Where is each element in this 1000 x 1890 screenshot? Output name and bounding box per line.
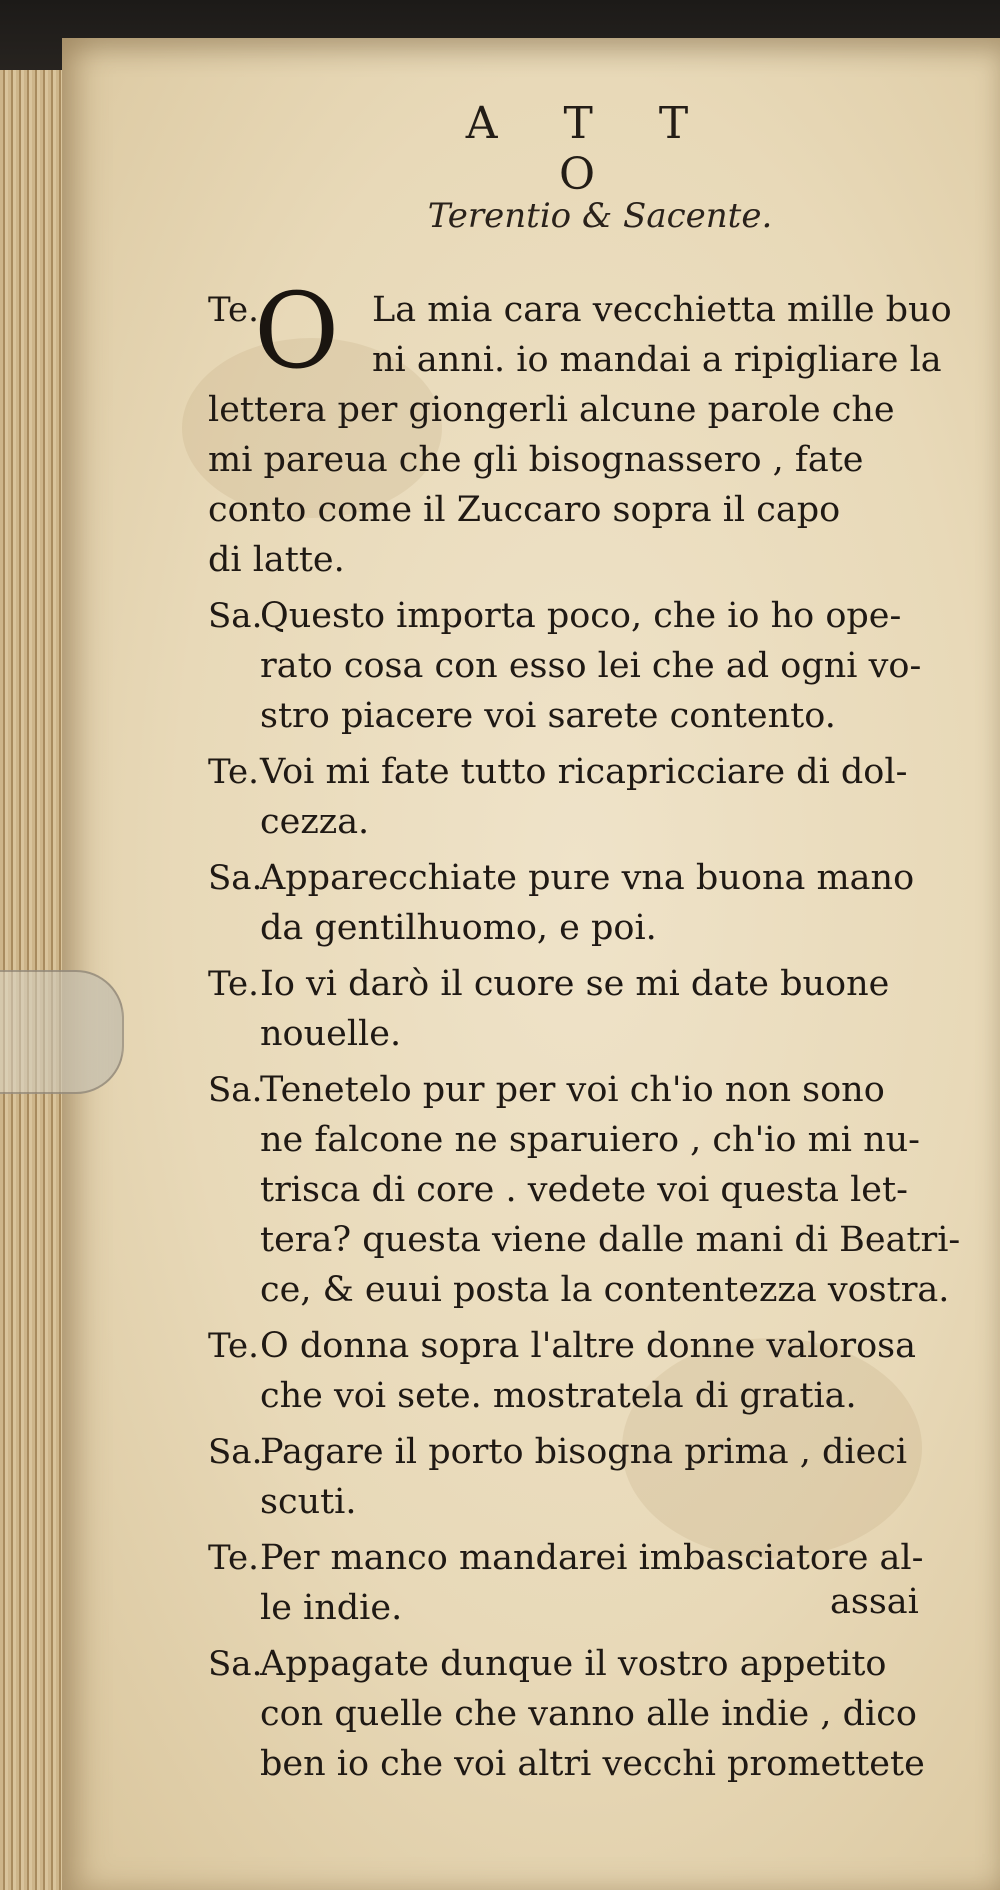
- speaker-label: Te.: [208, 1326, 259, 1366]
- text-line: Per manco mandarei imbasciatore al-: [260, 1538, 924, 1578]
- speech: [208, 959, 954, 1059]
- text-line: cezza.: [260, 802, 370, 842]
- text-line: lettera per giongerli alcune parole che: [208, 390, 895, 430]
- text-line: ne falcone ne sparuiero , ch'io mi nu-: [260, 1120, 920, 1160]
- text-line: nouelle.: [260, 1014, 402, 1054]
- speaker-label: Sa.: [208, 858, 263, 898]
- speaker-label: Sa.: [208, 1644, 263, 1684]
- speaker-label: Te.: [208, 290, 259, 330]
- text-line: con quelle che vanno alle indie , dico: [260, 1694, 917, 1734]
- text-line: stro piacere voi sarete contento.: [260, 696, 836, 736]
- text-line: mi pareua che gli bisognassero , fate: [208, 440, 864, 480]
- text-line: le indie.: [260, 1588, 403, 1628]
- speech: [208, 1427, 954, 1527]
- speaker-label: Sa.: [208, 1432, 263, 1472]
- text-line: La mia cara vecchietta mille buo: [372, 290, 952, 330]
- running-head: A T T O: [465, 98, 715, 200]
- opening-speech: [208, 270, 954, 585]
- speaker-label: Sa.: [208, 596, 263, 636]
- text-line: Questo importa poco, che io ho ope-: [260, 596, 902, 636]
- speech: [208, 853, 954, 953]
- text-line: rato cosa con esso lei che ad ogni vo-: [260, 646, 922, 686]
- text-line: Apparecchiate pure vna buona mano: [260, 858, 915, 898]
- catchword: assai: [830, 1582, 919, 1622]
- text-line: O donna sopra l'altre donne valorosa: [260, 1326, 916, 1366]
- text-line: ni anni. io mandai a ripigliare la: [372, 340, 942, 380]
- text-line: ce, & euui posta la contentezza vostra.: [260, 1270, 950, 1310]
- speaker-label: Te.: [208, 1538, 259, 1578]
- speech: [208, 1065, 961, 1315]
- speech: [208, 1321, 954, 1421]
- speech: [208, 591, 954, 741]
- scene-title: Terentio & Sacente.: [427, 196, 773, 236]
- speaker-label: Te.: [208, 964, 259, 1004]
- text-line: tera? questa viene dalle mani di Beatri-: [260, 1220, 961, 1260]
- text-line: che voi sete. mostratela di gratia.: [260, 1376, 857, 1416]
- text-line: conto come il Zuccaro sopra il capo: [208, 490, 841, 530]
- text-line: Voi mi fate tutto ricapricciare di dol-: [260, 752, 908, 792]
- speech: [208, 1639, 954, 1789]
- page-clip: [0, 970, 124, 1094]
- text-line: Appagate dunque il vostro appetito: [260, 1644, 887, 1684]
- text-line: ben io che voi altri vecchi promettete: [260, 1744, 925, 1784]
- dialogue-text: [208, 270, 961, 1795]
- text-line: di latte.: [208, 540, 345, 580]
- text-line: Io vi darò il cuore se mi date buone: [260, 964, 890, 1004]
- speaker-label: Sa.: [208, 1070, 263, 1110]
- text-line: da gentilhuomo, e poi.: [260, 908, 657, 948]
- text-line: scuti.: [260, 1482, 357, 1522]
- text-line: Tenetelo pur per voi ch'io non sono: [260, 1070, 885, 1110]
- speaker-label: Te.: [208, 752, 259, 792]
- text-line: Pagare il porto bisogna prima , dieci: [260, 1432, 908, 1472]
- drop-cap: O: [254, 270, 340, 392]
- text-line: trisca di core . vedete voi questa let-: [260, 1170, 908, 1210]
- speech: [208, 747, 954, 847]
